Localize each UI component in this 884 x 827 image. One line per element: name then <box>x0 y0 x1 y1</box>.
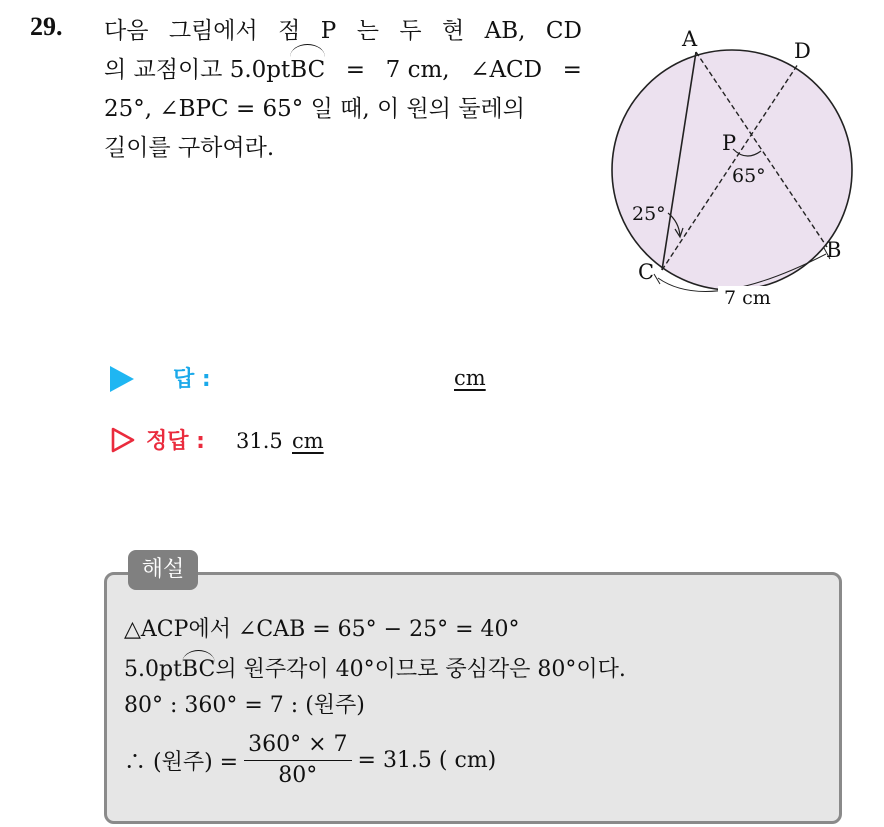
answer-label: 답 : <box>173 367 211 392</box>
fraction <box>244 730 351 791</box>
correct-answer-unit: cm <box>292 429 324 453</box>
outline-triangle-icon <box>110 426 136 454</box>
point-label-a: A <box>682 27 698 51</box>
angle-label-p: 65° <box>732 165 766 187</box>
question-word: AB, <box>484 18 526 44</box>
question-number: 29. <box>30 12 63 41</box>
correct-answer-value: 31.5 <box>236 429 283 453</box>
question-word: 그림에서 <box>168 18 258 44</box>
circle-chord-figure <box>604 22 860 322</box>
arc-bc-symbol: BC <box>181 657 216 682</box>
question-word: P <box>320 18 337 44</box>
question-line-2 <box>104 51 582 90</box>
question-word: 두 <box>399 18 422 44</box>
explanation-line-3: 80° : 360° = 7 : (원주) <box>124 693 365 718</box>
explanation-line-4-suffix: = 31.5 ( cm) <box>357 747 497 773</box>
arc-length-label: 7 cm <box>724 287 771 309</box>
fraction-denominator: 80° <box>278 762 318 788</box>
arc-bc-symbol: BC <box>290 51 325 90</box>
question-word: = <box>345 57 366 83</box>
question-text <box>104 12 582 168</box>
explanation-text-fragment: 5.0pt <box>124 657 182 682</box>
question-word: 는 <box>356 18 379 44</box>
explanation-line-4-prefix: ∴ (원주) = <box>124 749 239 775</box>
answer-row <box>110 362 510 398</box>
question-word: = <box>562 57 582 83</box>
angle-label-c: 25° <box>632 203 666 225</box>
explanation-tag: 해설 <box>128 550 198 590</box>
question-line-3: 25°, ∠BPC = 65° 일 때, 이 원의 둘레의 <box>104 96 525 122</box>
point-label-c: C <box>638 260 655 284</box>
correct-answer-row <box>110 424 510 460</box>
point-label-p: P <box>722 131 737 155</box>
point-label-d: D <box>794 39 811 63</box>
point-label-b: B <box>826 238 842 262</box>
explanation-line-1: △ACP에서 ∠CAB = 65° − 25° = 40° <box>124 617 520 642</box>
question-line-1 <box>104 12 582 51</box>
play-triangle-icon <box>110 366 134 392</box>
question-word: 현 <box>441 18 465 44</box>
explanation-line-4 <box>124 730 496 790</box>
question-text-fragment: 의 교점이고 5.0pt <box>104 57 291 83</box>
question-line-2-start <box>104 51 325 90</box>
answer-unit: cm <box>454 366 486 390</box>
explanation-line-2 <box>124 652 626 683</box>
question-word: CD <box>545 18 582 44</box>
fraction-numerator: 360° × 7 <box>244 730 351 761</box>
question-word: 점 <box>278 18 301 44</box>
question-line-4: 길이를 구하여라. <box>104 135 275 161</box>
question-word: ∠ACD <box>470 57 543 83</box>
question-word: 7 cm, <box>385 57 450 83</box>
explanation-text-fragment: 의 원주각이 40°이므로 중심각은 80°이다. <box>215 657 626 682</box>
question-word: 다음 <box>104 18 149 44</box>
correct-answer-label: 정답 : <box>146 429 205 454</box>
